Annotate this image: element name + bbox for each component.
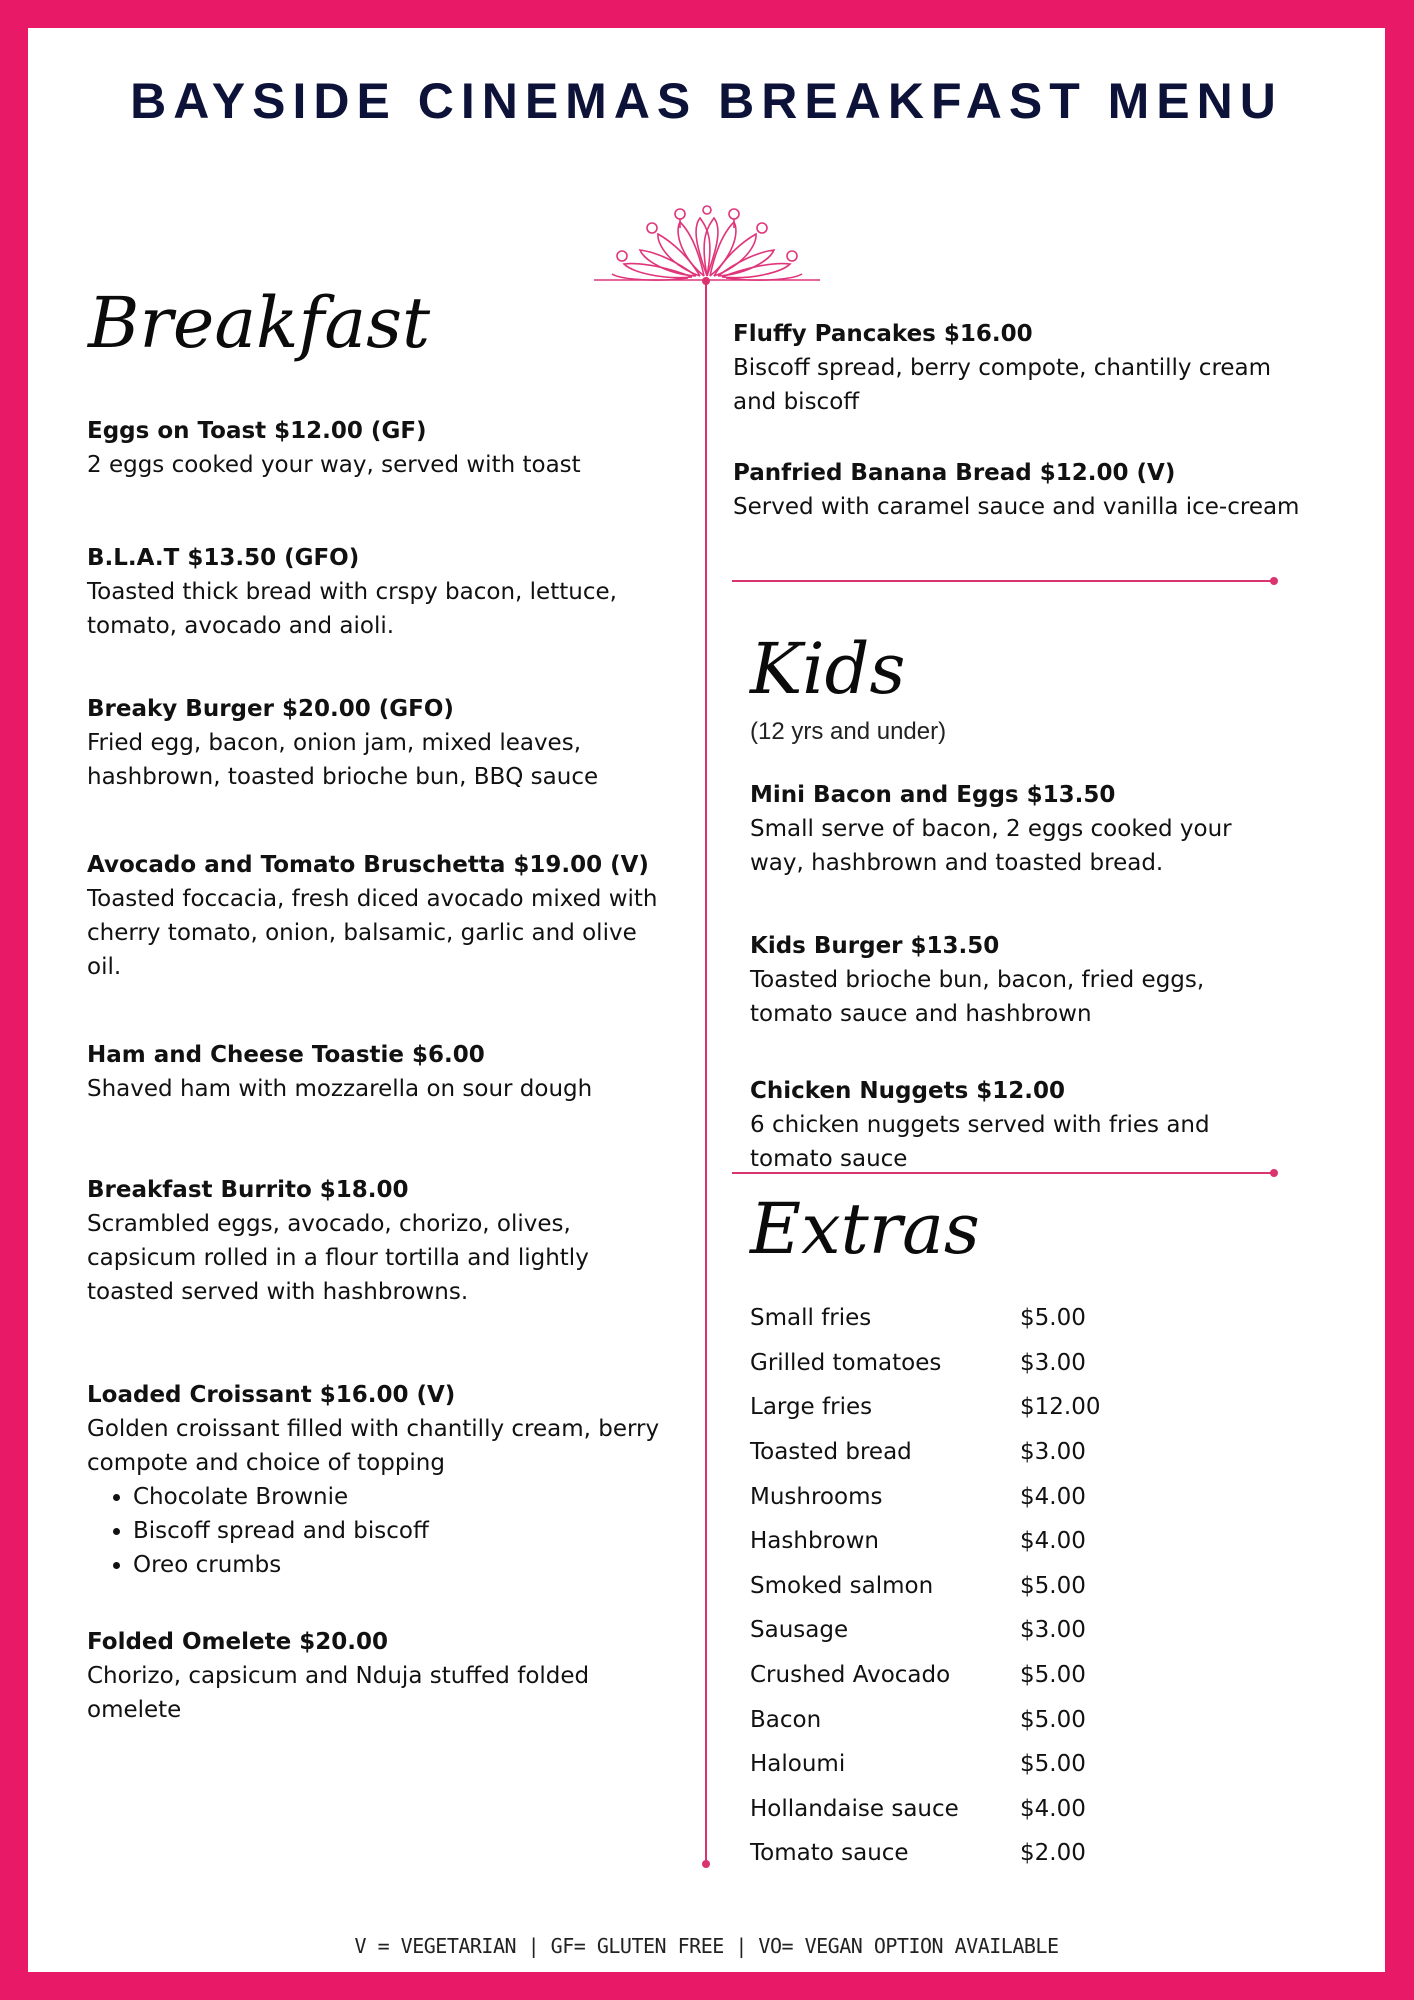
extra-row	[750, 1742, 1150, 1787]
extra-name: Haloumi	[750, 1751, 846, 1778]
column-divider	[705, 281, 707, 1865]
menu-item-name: Mini Bacon and Eggs $13.50	[750, 782, 1116, 808]
extra-row	[750, 1430, 1150, 1475]
menu-item	[87, 692, 677, 794]
menu-item-desc: Served with caramel sauce and vanilla ice-cream	[733, 494, 1300, 520]
menu-item-name: Fluffy Pancakes $16.00	[733, 321, 1033, 347]
floral-ornament-icon	[592, 188, 822, 284]
extra-name: Grilled tomatoes	[750, 1349, 942, 1376]
extra-price: $12.00	[1020, 1394, 1101, 1421]
menu-item	[750, 929, 1270, 1031]
divider-dot	[702, 277, 710, 285]
menu-item-desc: 2 eggs cooked your way, served with toast	[87, 452, 581, 478]
menu-item-desc: Chorizo, capsicum and Nduja stuffed folded omelete	[87, 1663, 590, 1723]
extra-price: $3.00	[1020, 1439, 1086, 1466]
menu-page	[28, 28, 1385, 1972]
menu-item-name: Folded Omelete $20.00	[87, 1629, 388, 1655]
extra-price: $5.00	[1020, 1572, 1086, 1599]
extras-list	[750, 1296, 1150, 1876]
extra-price: $5.00	[1020, 1305, 1086, 1332]
divider-dot	[1270, 1169, 1278, 1177]
extra-name: Toasted bread	[750, 1439, 912, 1466]
menu-item-name: B.L.A.T $13.50 (GFO)	[87, 545, 360, 571]
menu-item	[87, 1378, 677, 1582]
extra-name: Mushrooms	[750, 1483, 883, 1510]
extra-name: Sausage	[750, 1617, 849, 1644]
menu-item	[87, 1173, 677, 1309]
extra-row	[750, 1341, 1150, 1386]
menu-item-name: Breakfast Burrito $18.00	[87, 1177, 409, 1203]
menu-item-name: Breaky Burger $20.00 (GFO)	[87, 696, 454, 722]
extra-price: $4.00	[1020, 1528, 1086, 1555]
menu-item	[87, 848, 677, 984]
menu-item-name: Kids Burger $13.50	[750, 933, 1000, 959]
extra-price: $3.00	[1020, 1617, 1086, 1644]
extra-row	[750, 1608, 1150, 1653]
menu-item-desc: Small serve of bacon, 2 eggs cooked your way, hashbrown and toasted bread.	[750, 816, 1232, 876]
extra-row	[750, 1474, 1150, 1519]
menu-item-name: Ham and Cheese Toastie $6.00	[87, 1042, 485, 1068]
extra-row	[750, 1385, 1150, 1430]
extra-price: $5.00	[1020, 1706, 1086, 1733]
menu-item	[733, 317, 1293, 419]
extra-price: $4.00	[1020, 1483, 1086, 1510]
extra-name: Hashbrown	[750, 1528, 879, 1555]
menu-item-desc: Toasted thick bread with crspy bacon, lettuce, tomato, avocado and aioli.	[87, 579, 617, 639]
menu-item-desc: Toasted brioche bun, bacon, fried eggs, tomato sauce and hashbrown	[750, 967, 1205, 1027]
menu-item-desc: Toasted foccacia, fresh diced avocado mixed with cherry tomato, onion, balsamic, garlic and olive oil.	[87, 886, 658, 980]
menu-item-name: Loaded Croissant $16.00 (V)	[87, 1382, 456, 1408]
menu-item-desc: Scrambled eggs, avocado, chorizo, olives, capsicum rolled in a flour tortilla and lightly toasted served with hashbrowns.	[87, 1211, 589, 1305]
menu-item-desc: Biscoff spread, berry compote, chantilly cream and biscoff	[733, 355, 1272, 415]
extra-row	[750, 1296, 1150, 1341]
dietary-legend: V = VEGETARIAN | GF= GLUTEN FREE | VO= VEGAN OPTION AVAILABLE	[354, 1934, 1059, 1958]
menu-item	[750, 1074, 1270, 1176]
menu-item-name: Chicken Nuggets $12.00	[750, 1078, 1066, 1104]
menu-item	[750, 778, 1270, 880]
extra-price: $4.00	[1020, 1795, 1086, 1822]
extra-name: Smoked salmon	[750, 1572, 934, 1599]
menu-item	[87, 541, 677, 643]
extra-price: $3.00	[1020, 1349, 1086, 1376]
section-divider	[732, 580, 1274, 582]
topping-option: • Biscoff spread and biscoff	[133, 1514, 677, 1548]
extra-row	[750, 1697, 1150, 1742]
menu-item-desc: Shaved ham with mozzarella on sour dough	[87, 1076, 593, 1102]
extra-price: $5.00	[1020, 1751, 1086, 1778]
extra-name: Large fries	[750, 1394, 873, 1421]
extra-name: Small fries	[750, 1305, 872, 1332]
menu-item-name: Eggs on Toast $12.00 (GF)	[87, 418, 427, 444]
breakfast-heading: Breakfast	[88, 282, 431, 364]
extra-row	[750, 1564, 1150, 1609]
extra-row	[750, 1787, 1150, 1832]
divider-dot	[702, 1860, 710, 1868]
menu-item	[87, 1038, 677, 1106]
extra-row	[750, 1519, 1150, 1564]
divider-dot	[1270, 577, 1278, 585]
extra-price: $2.00	[1020, 1840, 1086, 1867]
menu-item-desc: Fried egg, bacon, onion jam, mixed leaves, hashbrown, toasted brioche bun, BBQ sauce	[87, 730, 599, 790]
extra-name: Bacon	[750, 1706, 822, 1733]
menu-item	[87, 414, 677, 482]
menu-item-desc: Golden croissant filled with chantilly cream, berry compote and choice of topping	[87, 1416, 660, 1476]
topping-option: • Oreo crumbs	[133, 1548, 677, 1582]
menu-item-name: Panfried Banana Bread $12.00 (V)	[733, 460, 1176, 486]
menu-item-name: Avocado and Tomato Bruschetta $19.00 (V)	[87, 852, 649, 878]
menu-item	[87, 1625, 677, 1727]
topping-list	[87, 1480, 677, 1582]
extra-name: Tomato sauce	[750, 1840, 909, 1867]
extras-heading: Extras	[750, 1188, 980, 1270]
topping-option: • Chocolate Brownie	[133, 1480, 677, 1514]
menu-item-desc: 6 chicken nuggets served with fries and tomato sauce	[750, 1112, 1210, 1172]
menu-item	[733, 456, 1303, 524]
kids-heading: Kids	[750, 628, 906, 710]
extra-price: $5.00	[1020, 1662, 1086, 1689]
extra-row	[750, 1653, 1150, 1698]
extra-name: Hollandaise sauce	[750, 1795, 959, 1822]
extra-name: Crushed Avocado	[750, 1662, 951, 1689]
kids-subheading: (12 yrs and under)	[750, 718, 947, 745]
extra-row	[750, 1831, 1150, 1876]
page-title: BAYSIDE CINEMAS BREAKFAST MENU	[130, 73, 1283, 129]
